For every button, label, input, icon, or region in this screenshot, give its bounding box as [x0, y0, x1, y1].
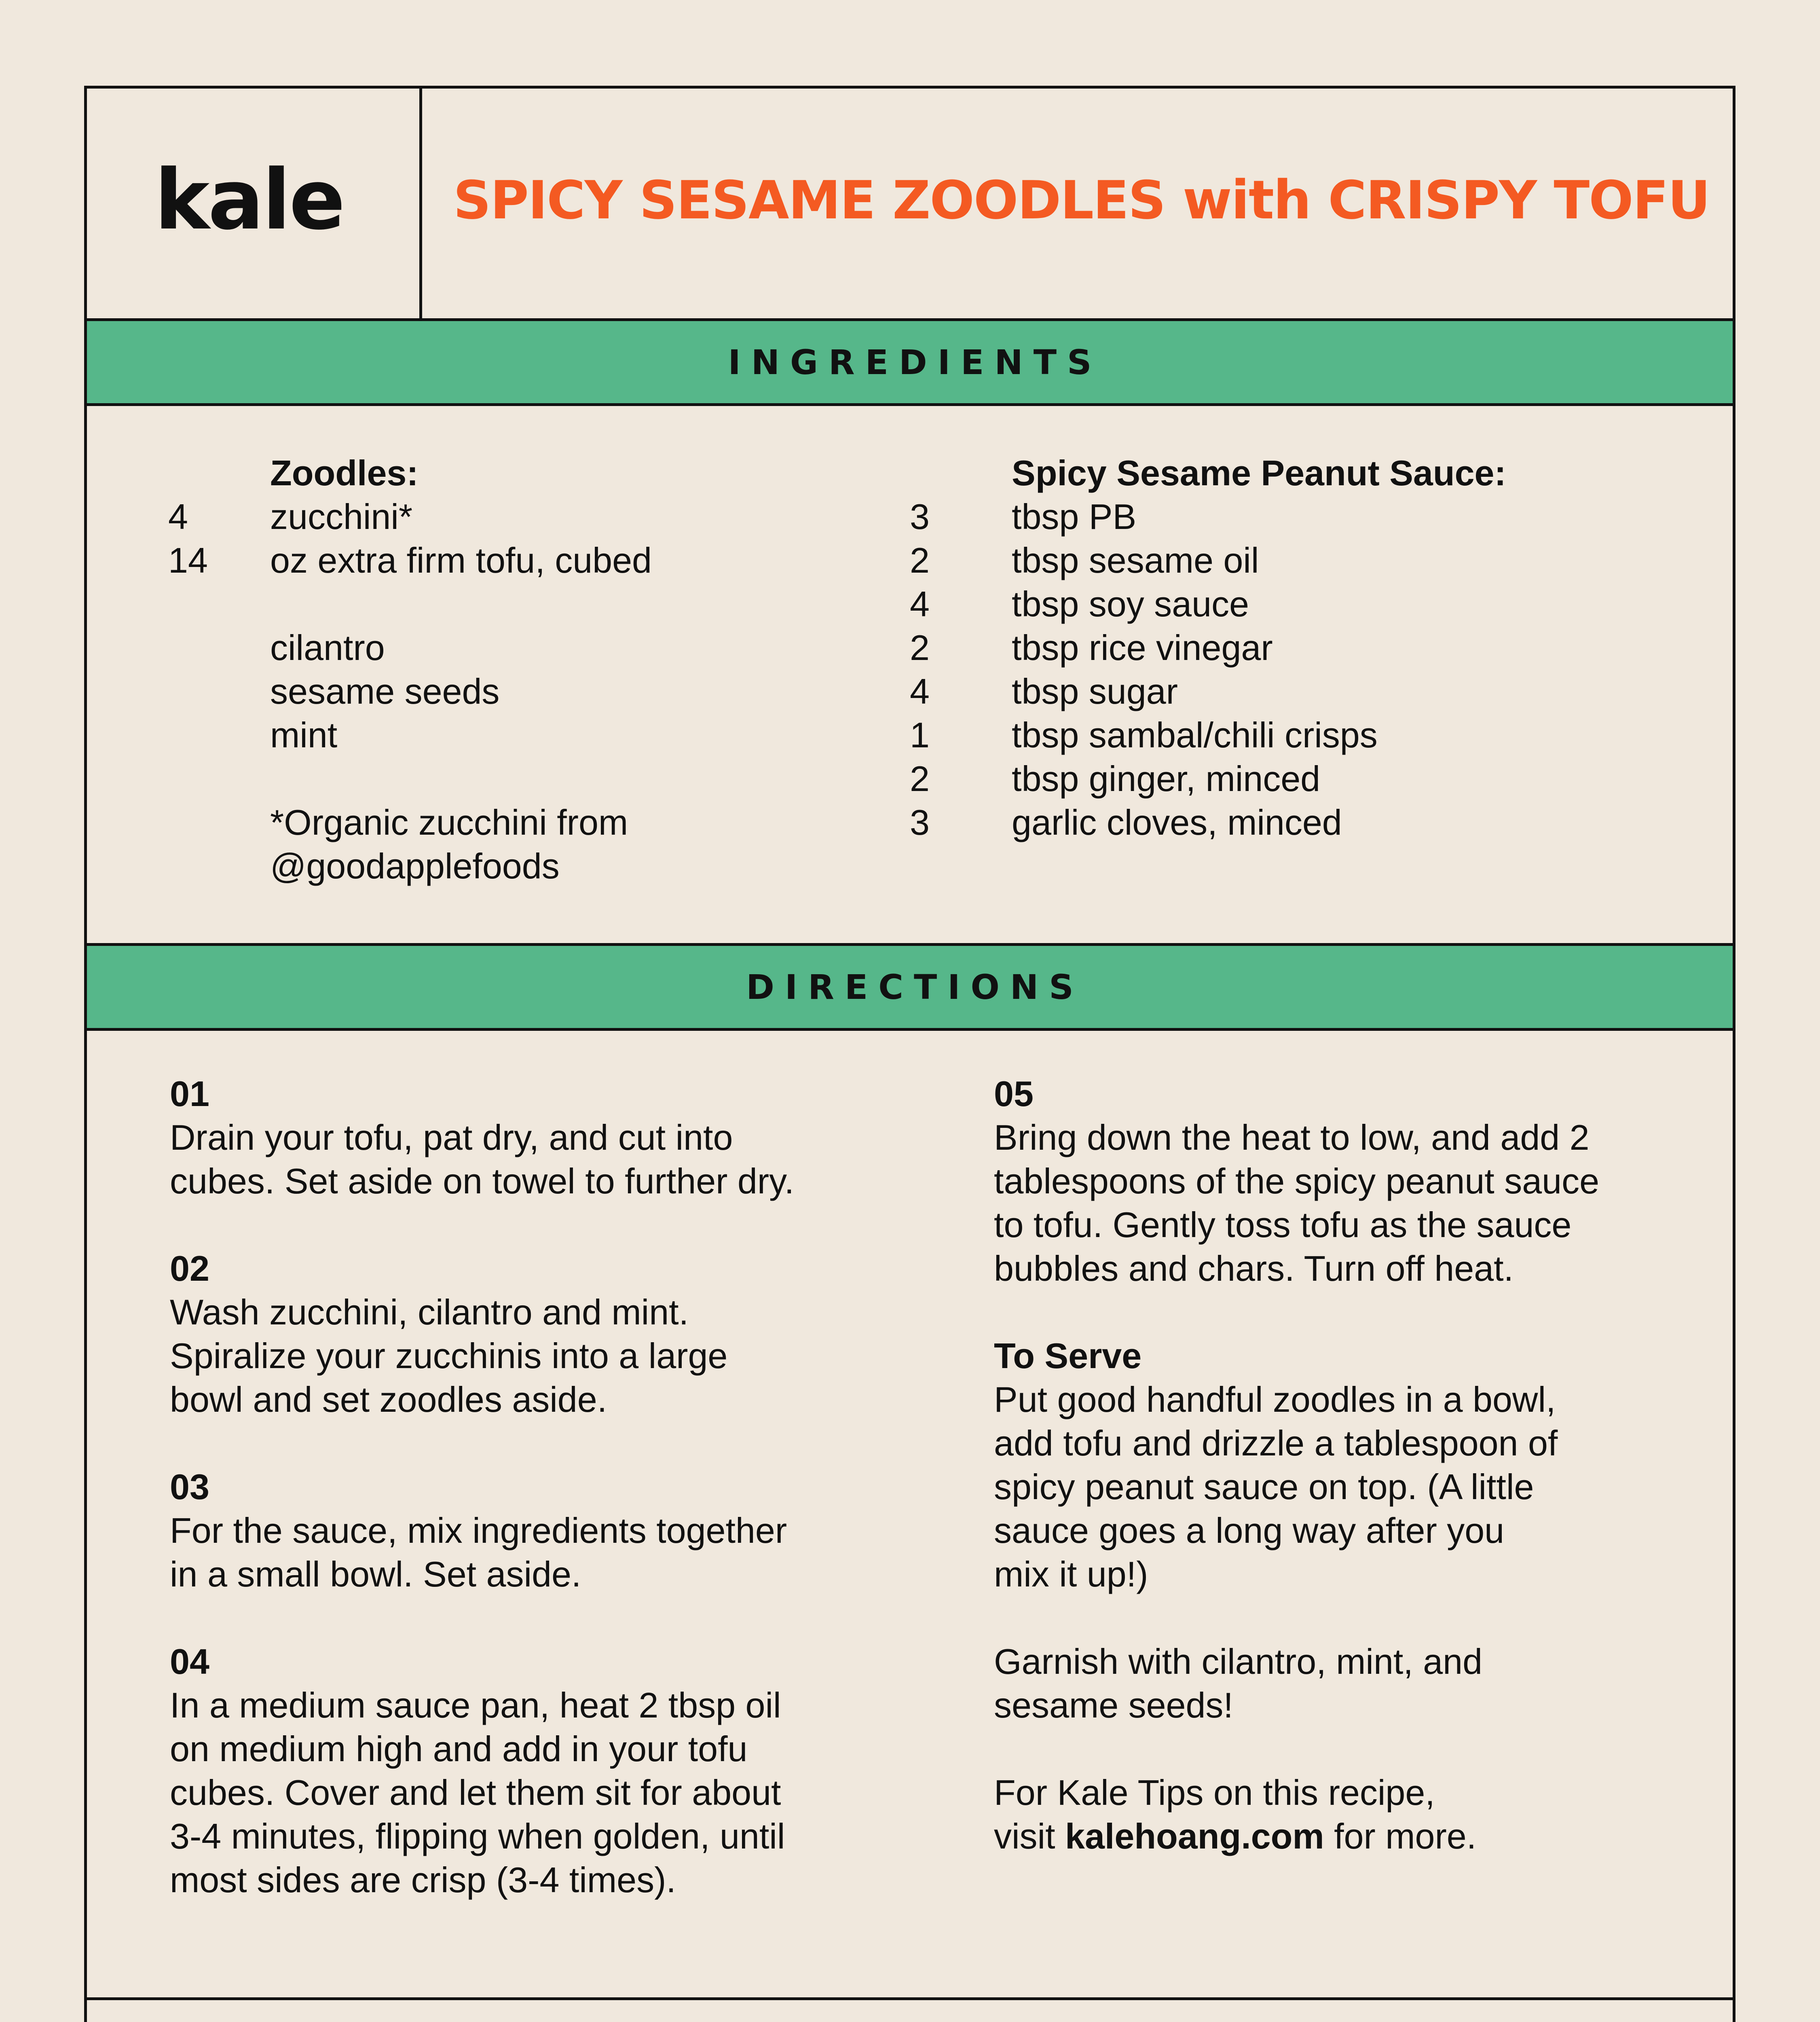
sauce-heading-row [910, 451, 1506, 495]
zoodles-heading-row [168, 451, 652, 495]
step-line: Wash zucchini, cilantro and mint. [170, 1292, 689, 1332]
serve-line: spicy peanut sauce on top. (A little [994, 1467, 1534, 1507]
sauce-heading: Spicy Sesame Peanut Sauce: [1012, 453, 1506, 493]
sauce-qty: 2 [910, 540, 930, 580]
sauce-item: tbsp sugar [1012, 671, 1178, 711]
sauce-qty: 4 [910, 584, 930, 624]
serve-line: Put good handful zoodles in a bowl, [994, 1379, 1556, 1419]
garnish-row [168, 670, 652, 713]
step-number: 03 [170, 1467, 209, 1507]
step-line: 3-4 minutes, flipping when golden, until [170, 1816, 785, 1856]
step-number: 02 [170, 1248, 209, 1288]
sauce-qty: 3 [910, 497, 930, 537]
garnish-item: cilantro [270, 628, 385, 668]
serve-line: add tofu and drizzle a tablespoon of [994, 1423, 1558, 1463]
ingredients-band [87, 321, 1733, 406]
sauce-qty: 2 [910, 628, 930, 668]
tips-link[interactable]: kalehoang.com [1065, 1816, 1324, 1856]
sauce-qty: 2 [910, 759, 930, 799]
step-line: in a small bowl. Set aside. [170, 1554, 581, 1594]
step-line: cubes. Set aside on towel to further dry. [170, 1161, 795, 1201]
sauce-row [910, 495, 1506, 539]
step-line: most sides are crisp (3-4 times). [170, 1860, 676, 1900]
step-line: tablespoons of the spicy peanut sauce [994, 1161, 1600, 1201]
sauce-qty: 1 [910, 715, 930, 755]
title-with: with [1182, 169, 1311, 231]
step-02 [170, 1247, 794, 1421]
ingredient-note-handle: @goodapplefoods [270, 846, 560, 886]
serve-line: sauce goes a long way after you [994, 1510, 1505, 1550]
tips-link-line [994, 1815, 1599, 1858]
logo-cell [87, 89, 422, 318]
tips-prefix: visit [994, 1816, 1065, 1856]
sauce-row [910, 539, 1506, 582]
sauce-item: tbsp sambal/chili crisps [1012, 715, 1378, 755]
step-line: cubes. Cover and let them sit for about [170, 1772, 781, 1813]
sauce-item: tbsp sesame oil [1012, 540, 1259, 580]
step-line: bowl and set zoodles aside. [170, 1379, 607, 1419]
step-line: In a medium sauce pan, heat 2 tbsp oil [170, 1685, 781, 1725]
step-number: 05 [994, 1074, 1034, 1114]
ingredient-note: *Organic zucchini from [270, 802, 628, 842]
step-line: bubbles and chars. Turn off heat. [994, 1248, 1514, 1288]
brand-logo: kale [154, 152, 344, 248]
garnish-note [994, 1640, 1599, 1727]
ingredient-item: zucchini* [270, 497, 413, 537]
step-line: For the sauce, mix ingredients together [170, 1510, 787, 1550]
directions-left-column [170, 1072, 794, 1946]
sauce-row [910, 757, 1506, 801]
step-line: to tofu. Gently toss tofu as the sauce [994, 1205, 1572, 1245]
step-05 [994, 1072, 1599, 1290]
title-part-1: SPICY SESAME ZOODLES [453, 169, 1183, 231]
footer [87, 1997, 1733, 2022]
to-serve-heading: To Serve [994, 1336, 1142, 1376]
recipe-card [84, 86, 1735, 2022]
sauce-item: tbsp rice vinegar [1012, 628, 1273, 668]
note-row [168, 844, 652, 888]
step-line: Bring down the heat to low, and add 2 [994, 1117, 1590, 1157]
sauce-row [910, 626, 1506, 670]
title-cell [422, 89, 1733, 318]
zoodles-column [168, 451, 652, 888]
ingredient-qty: 4 [168, 497, 188, 537]
tips-note [994, 1771, 1599, 1858]
garnish-row [168, 626, 652, 670]
sauce-row [910, 801, 1506, 844]
step-04 [170, 1640, 794, 1902]
ingredient-item: oz extra firm tofu, cubed [270, 540, 652, 580]
step-line: Spiralize your zucchinis into a large [170, 1336, 728, 1376]
garnish-item: sesame seeds [270, 671, 500, 711]
sauce-qty: 3 [910, 802, 930, 842]
tips-suffix: for more. [1324, 1816, 1477, 1856]
sauce-item: tbsp ginger, minced [1012, 759, 1321, 799]
sauce-row [910, 713, 1506, 757]
step-line: Drain your tofu, pat dry, and cut into [170, 1117, 733, 1157]
garnish-item: mint [270, 715, 338, 755]
garnish-line: Garnish with cilantro, mint, and [994, 1641, 1483, 1681]
step-01 [170, 1072, 794, 1203]
directions-band [87, 943, 1733, 1031]
to-serve [994, 1334, 1599, 1596]
ingredient-row [168, 495, 652, 539]
step-line: on medium high and add in your tofu [170, 1729, 748, 1769]
step-number: 04 [170, 1641, 209, 1681]
ingredient-qty: 14 [168, 540, 208, 580]
sauce-item: garlic cloves, minced [1012, 802, 1342, 842]
directions-right-column [994, 1072, 1599, 1902]
step-number: 01 [170, 1074, 209, 1114]
sauce-row [910, 670, 1506, 713]
ingredient-row [168, 539, 652, 582]
header [87, 89, 1733, 321]
serve-line: mix it up!) [994, 1554, 1148, 1594]
tips-line: For Kale Tips on this recipe, [994, 1772, 1435, 1813]
garnish-line: sesame seeds! [994, 1685, 1233, 1725]
sauce-item: tbsp soy sauce [1012, 584, 1249, 624]
ingredients-heading: INGREDIENTS [728, 342, 1102, 382]
sauce-column [910, 451, 1506, 844]
directions-heading: DIRECTIONS [746, 967, 1084, 1007]
step-03 [170, 1465, 794, 1596]
zoodles-heading: Zoodles: [270, 453, 419, 493]
sauce-row [910, 582, 1506, 626]
title-part-2: CRISPY TOFU [1311, 169, 1710, 231]
garnish-row [168, 713, 652, 757]
note-row [168, 801, 652, 844]
recipe-title [453, 169, 1710, 231]
sauce-qty: 4 [910, 671, 930, 711]
sauce-item: tbsp PB [1012, 497, 1137, 537]
